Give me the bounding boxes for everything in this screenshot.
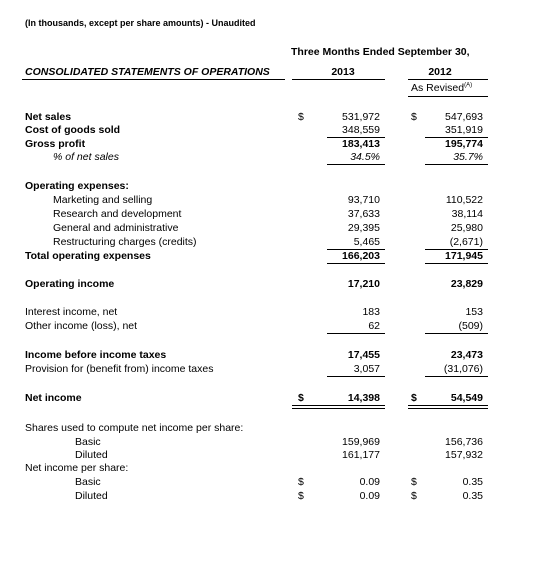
currency-symbol: $ [298,392,304,404]
row-label-other-income: Other income (loss), net [25,320,138,332]
row-label-net-sales: Net sales [25,111,72,123]
section-eps: Net income per share: [25,462,129,474]
value-2013: 183 [362,306,380,318]
row-label-cogs: Cost of goods sold [25,124,121,136]
value-2012: 171,945 [445,250,483,262]
section-shares: Shares used to compute net income per share: [25,422,244,434]
value-2013: 348,559 [342,124,380,136]
row-label-pct-net-sales: % of net sales [53,151,119,163]
value-2012: 110,522 [445,194,483,206]
value-2013: 161,177 [342,449,380,461]
value-2012: 153 [465,306,483,318]
value-2013: 0.09 [359,490,380,502]
row-label-rnd: Research and development [53,208,182,220]
row-label-shares-diluted: Diluted [75,449,108,461]
year2-underline [408,79,488,80]
double-rule [408,405,488,409]
value-2013: 5,465 [353,236,380,248]
row-label-total-opex: Total operating expenses [25,250,151,262]
units-note: (In thousands, except per share amounts) - Unaudited [25,18,256,28]
value-2013: 37,633 [347,208,380,220]
currency-symbol: $ [411,476,417,488]
row-label-income-before-tax: Income before income taxes [25,349,167,361]
value-2012: (31,076) [443,363,483,375]
rule [327,164,385,165]
currency-symbol: $ [411,392,417,404]
row-label-shares-basic: Basic [75,436,101,448]
row-label-eps-basic: Basic [75,476,101,488]
value-2013: 17,210 [347,278,380,290]
row-label-net-income: Net income [25,392,82,404]
value-2012: 547,693 [445,111,483,123]
value-2012: 0.35 [462,490,483,502]
period-header: Three Months Ended September 30, [291,46,470,58]
value-2013: 159,969 [342,436,380,448]
row-label-eps-diluted: Diluted [75,490,108,502]
value-2013: 17,455 [347,349,380,361]
value-2012: 351,919 [445,124,483,136]
as-revised-label: As Revised$^{(A)}$ [411,82,473,94]
row-label-operating-income: Operating income [25,278,115,290]
year-2012-header: 2012 [428,66,452,78]
value-2013: 93,710 [347,194,380,206]
currency-symbol: $ [298,111,304,123]
rule [425,164,488,165]
statement-title: CONSOLIDATED STATEMENTS OF OPERATIONS [25,66,270,78]
value-2012: 0.35 [462,476,483,488]
value-2012: 195,774 [445,138,483,150]
row-label-provision: Provision for (benefit from) income taxes [25,363,214,375]
value-2012: 23,473 [450,349,483,361]
value-2012: (2,671) [449,236,483,248]
row-label-marketing: Marketing and selling [53,194,153,206]
value-2013: 62 [368,320,380,332]
row-label-gross-profit: Gross profit [25,138,86,150]
year-2013-header: 2013 [331,66,355,78]
value-2012: 35.7% [453,151,483,163]
value-2013: 14,398 [347,392,380,404]
year1-underline [292,79,385,80]
rule [425,263,488,264]
value-2013: 183,413 [342,138,380,150]
currency-symbol: $ [298,476,304,488]
row-label-gna: General and administrative [53,222,179,234]
currency-symbol: $ [298,490,304,502]
rule [327,376,385,377]
value-2013: 3,057 [353,363,380,375]
value-2012: (509) [458,320,483,332]
value-2012: 23,829 [450,278,483,290]
value-2013: 0.09 [359,476,380,488]
value-2012: 157,932 [445,449,483,461]
currency-symbol: $ [411,111,417,123]
value-2012: 156,736 [445,436,483,448]
value-2012: 54,549 [450,392,483,404]
title-underline [22,79,285,80]
double-rule [292,405,385,409]
as-revised-underline [408,96,488,97]
section-operating-expenses: Operating expenses: [25,180,129,192]
rule [327,263,385,264]
value-2013: 531,972 [342,111,380,123]
value-2013: 34.5% [350,151,380,163]
currency-symbol: $ [411,490,417,502]
value-2013: 29,395 [347,222,380,234]
row-label-interest-income: Interest income, net [25,306,118,318]
rule [425,333,488,334]
value-2012: 38,114 [451,208,483,220]
row-label-restructuring: Restructuring charges (credits) [53,236,197,248]
value-2012: 25,980 [450,222,483,234]
value-2013: 166,203 [342,250,380,262]
rule [425,376,488,377]
rule [327,333,385,334]
